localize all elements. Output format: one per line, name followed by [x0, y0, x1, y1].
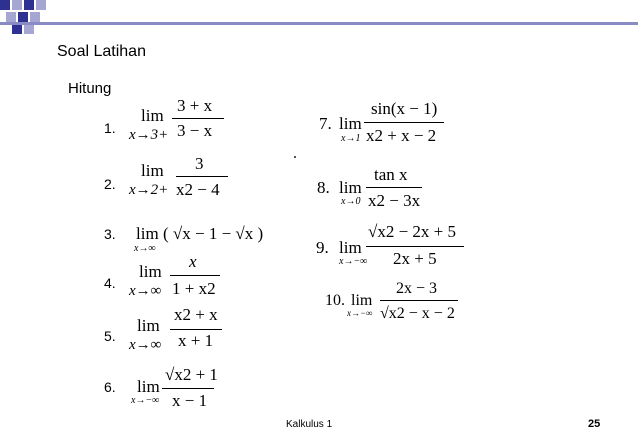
- numerator: 2x − 3: [396, 280, 438, 297]
- header-square-2: [12, 0, 22, 10]
- problem-number: 2.: [104, 176, 116, 192]
- limit-subscript: x→3+: [129, 127, 169, 143]
- lim-operator: lim: [339, 114, 362, 133]
- numerator: √x2 + 1: [165, 365, 218, 384]
- lim-operator: lim: [339, 178, 362, 197]
- problem-number: 10.: [325, 292, 345, 309]
- numerator: tan x: [374, 165, 408, 184]
- problem-number: 8.: [317, 178, 330, 197]
- numerator: √x2 − 2x + 5: [368, 222, 457, 241]
- fraction-bar: [380, 300, 458, 301]
- lim-operator: lim: [139, 262, 162, 281]
- lim-operator: lim: [137, 316, 160, 335]
- denominator: x + 1: [178, 331, 214, 350]
- problem-number: 7.: [319, 114, 332, 133]
- problem-number: 3.: [104, 226, 116, 242]
- header-square-1: [0, 0, 10, 10]
- denominator: 1 + x2: [172, 279, 216, 298]
- limit-subscript: x→2+: [129, 182, 169, 198]
- denominator: x − 1: [172, 391, 208, 410]
- limit-subscript: x→∞: [129, 337, 162, 353]
- numerator: x: [189, 252, 197, 271]
- page-number: 25: [588, 418, 601, 430]
- denominator: x2 + x − 2: [366, 126, 437, 145]
- limit-subscript: x→−∞: [131, 395, 160, 406]
- numerator: 3: [195, 154, 204, 173]
- problem-number: 1.: [104, 120, 116, 136]
- problem-number: 9.: [316, 238, 329, 257]
- header-square-4: [36, 0, 46, 10]
- limit-subscript: x→−∞: [339, 256, 368, 267]
- lim-operator: lim: [136, 224, 159, 243]
- footer-course-name: Kalkulus 1: [286, 419, 333, 430]
- fraction-bar: [172, 118, 224, 119]
- instruction-label: Hitung: [68, 80, 112, 97]
- fraction-bar: [366, 246, 464, 247]
- lim-operator: lim: [141, 106, 164, 125]
- lim-operator: lim: [339, 238, 362, 257]
- fraction-bar: [364, 122, 444, 123]
- limit-subscript: x→0: [341, 196, 361, 207]
- slide-title: Soal Latihan: [57, 43, 146, 60]
- problem-number: 6.: [104, 379, 116, 395]
- denominator: 2x + 5: [393, 249, 437, 268]
- expression: ( √x − 1 − √x ): [163, 224, 264, 243]
- fraction-bar: [170, 275, 220, 276]
- fraction-bar: [366, 187, 422, 188]
- limit-subscript: x→1: [341, 133, 361, 144]
- problem-number: 5.: [104, 328, 116, 344]
- numerator: sin(x − 1): [371, 99, 438, 118]
- numerator: 3 + x: [177, 96, 213, 115]
- header-square-6: [18, 12, 28, 22]
- problem-number: 4.: [104, 275, 116, 291]
- limit-subscript: x→−∞: [347, 308, 373, 318]
- lim-operator: lim: [141, 161, 164, 180]
- header-square-9: [30, 12, 40, 22]
- lim-operator: lim: [351, 292, 373, 309]
- denominator: x2 − 4: [176, 180, 220, 199]
- lim-operator: lim: [137, 377, 160, 396]
- header-square-5: [6, 12, 16, 22]
- stray-dot: [294, 156, 296, 158]
- fraction-bar: [170, 329, 222, 330]
- limit-subscript: x→∞: [129, 283, 162, 299]
- numerator: x2 + x: [174, 305, 218, 324]
- denominator: 3 − x: [177, 121, 213, 140]
- denominator: √x2 − x − 2: [380, 305, 455, 322]
- limit-subscript: x→∞: [134, 243, 156, 254]
- header-square-3: [24, 0, 34, 10]
- fraction-bar: [162, 388, 214, 389]
- header-square-8: [24, 24, 34, 34]
- denominator: x2 − 3x: [368, 191, 421, 210]
- header-square-7: [12, 24, 22, 34]
- fraction-bar: [176, 176, 228, 177]
- header-rule: [0, 22, 638, 25]
